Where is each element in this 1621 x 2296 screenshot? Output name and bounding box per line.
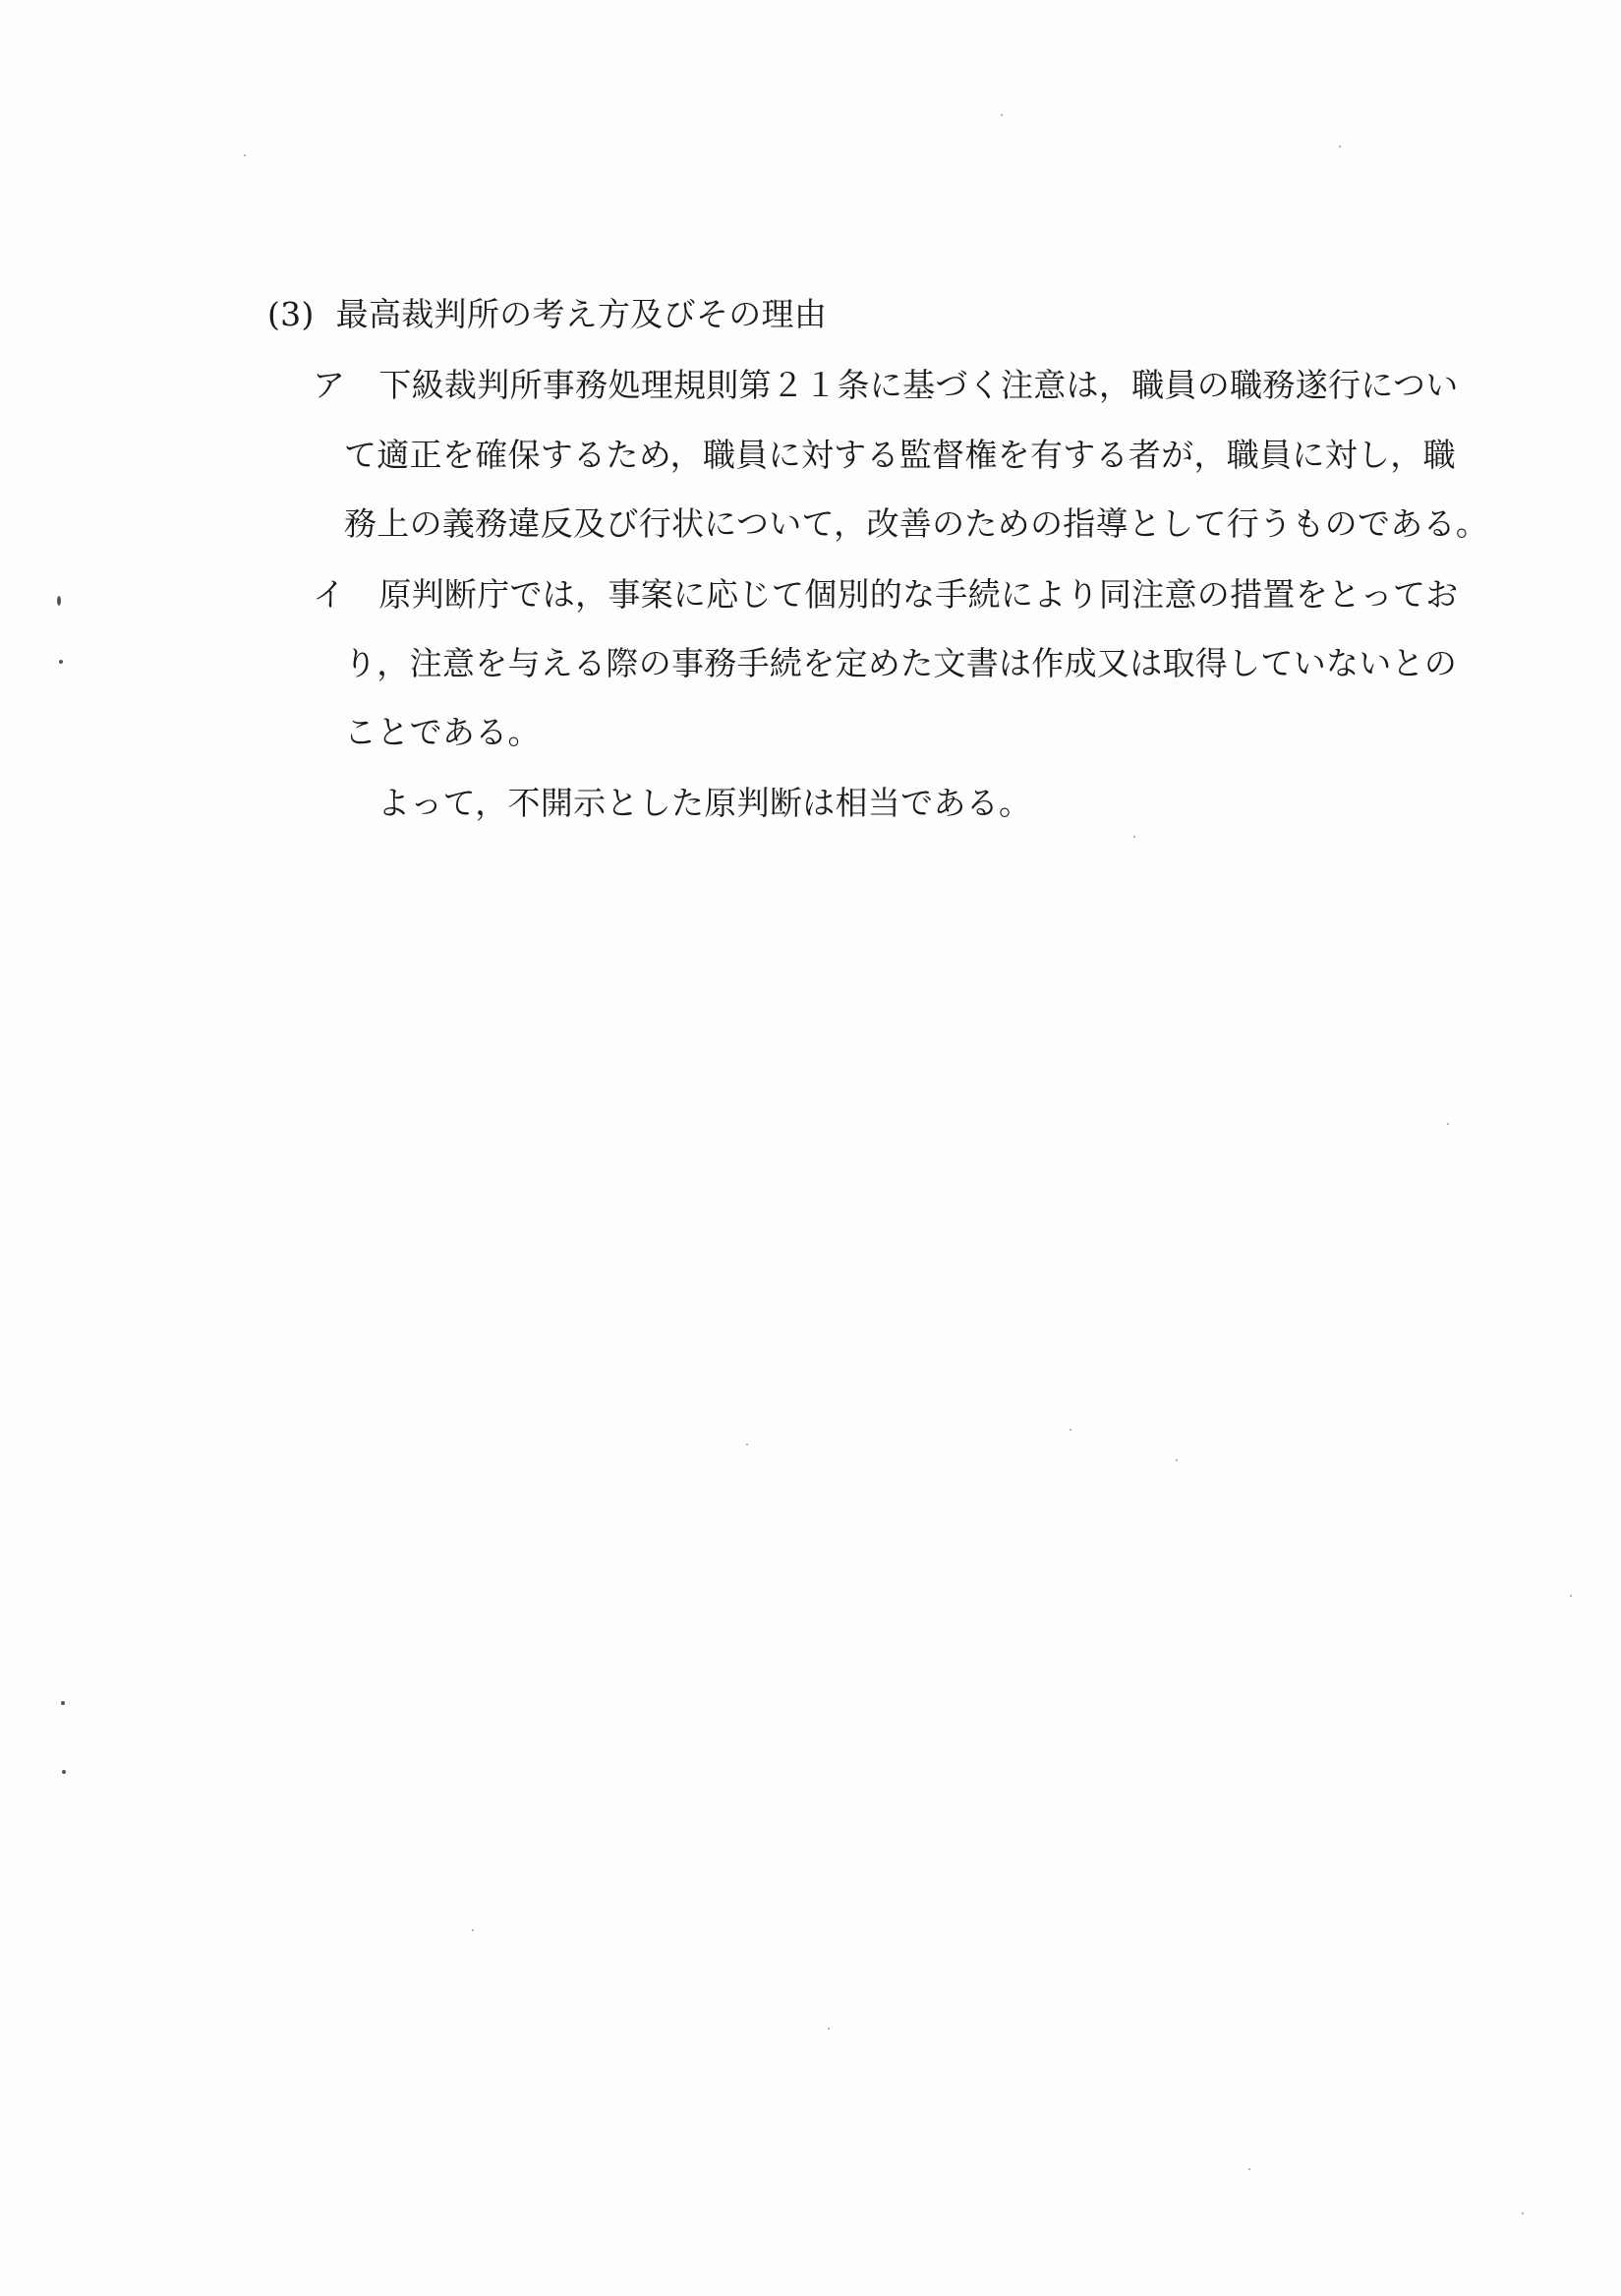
scan-speck <box>1001 114 1003 116</box>
conclusion-text: よって，不開示とした原判断は相当である。 <box>377 784 1032 822</box>
scan-speck <box>1339 146 1341 147</box>
scan-speck <box>472 1929 474 1931</box>
scan-speck <box>1447 1123 1449 1125</box>
scan-speck <box>62 1770 66 1774</box>
scan-speck <box>746 1443 748 1445</box>
scan-speck <box>1522 2212 1524 2214</box>
item-a-marker: ア <box>313 366 346 404</box>
scan-speck <box>59 660 63 664</box>
section-heading <box>267 295 827 334</box>
section-heading-number: (3) <box>267 295 315 333</box>
item-i-marker: イ <box>313 575 346 614</box>
scan-speck <box>1248 2168 1250 2170</box>
item-a-line-2: て適正を確保するため，職員に対する監督権を有する者が，職員に対し，職 <box>344 436 1456 474</box>
scan-speck <box>1570 1595 1572 1597</box>
item-i-line-1: イ 原判断庁では，事案に応じて個別的な手続により同注意の措置をとってお <box>313 575 1459 614</box>
item-a-line-3: 務上の義務違反及び行状について，改善のための指導として行うものである。 <box>344 504 1489 543</box>
item-i-line-2: り，注意を与える際の事務手続を定めた文書は作成又は取得していないとの <box>344 644 1458 682</box>
scan-speck <box>61 1701 65 1705</box>
section-heading-text: 最高裁判所の考え方及びその理由 <box>335 295 828 333</box>
scan-speck <box>244 154 246 156</box>
scan-speck <box>1070 1429 1071 1431</box>
item-i-line-3: ことである。 <box>344 713 541 751</box>
scan-speck <box>1176 1459 1178 1461</box>
item-a-line-1: ア 下級裁判所事務処理規則第２１条に基づく注意は，職員の職務遂行につい <box>313 366 1459 404</box>
scan-speck <box>828 2028 830 2030</box>
scan-speck <box>57 596 61 606</box>
scan-speck <box>1133 836 1135 838</box>
